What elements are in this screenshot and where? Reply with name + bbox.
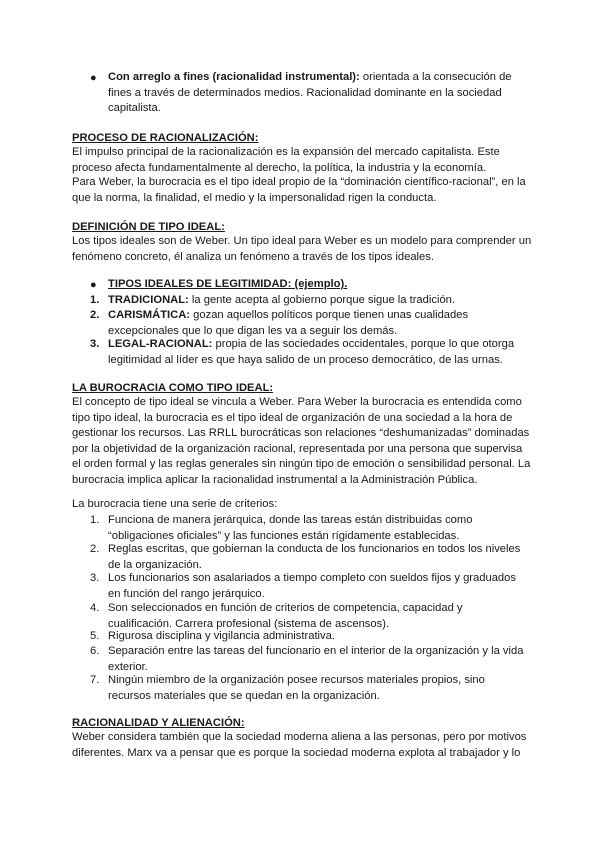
paragraph: El concepto de tipo ideal se vincula a Weber. Para Weber la burocracia es entendida como tipo tipo ideal, la burocracia es el tipo ideal de organización de una sociedad a la hora de gestionar los recursos. Las RRLL burocráticas son relaciones “deshumanizadas” dominadas por la objetividad de la organización racional, representada por una persona que supervisa el orden formal y las reglas generales sin ningún tipo de emoción o sensibilidad personal. La burocracia implica aplicar la racionalidad instrumental a la Administración Pública.	[72, 396, 531, 486]
section-heading-burocracia: LA BUROCRACIA COMO TIPO IDEAL:	[72, 382, 274, 394]
bullet-dot: ●	[90, 279, 97, 291]
list-number: 3.	[90, 338, 100, 350]
bullet-dot: ●	[90, 72, 97, 84]
list-number: 4.	[90, 602, 100, 614]
legitimacy-type-item: CARISMÁTICA: gozan aquellos políticos porque tienen unas cualidades excepcionales que lo que digan les va a seguir los demás.	[108, 309, 469, 337]
intro-bullet-text: orientada a la consecución de fines a través de determinados medios. Racionalidad dominante en la sociedad capitalista.	[108, 71, 512, 114]
criteria-item: Ningún miembro de la organización posee recursos materiales propios, sino recursos materiales que se quedan en la organización.	[108, 674, 485, 702]
list-number: 1.	[90, 294, 100, 306]
section-heading-tipo-ideal: DEFINICIÓN DE TIPO IDEAL:	[72, 221, 225, 233]
paragraph: El impulso principal de la racionalización es la expansión del mercado capitalista. Este proceso afecta fundamentalmente al derecho, la política, la industria y la economía.	[72, 146, 500, 174]
sub-bullet-heading: TIPOS IDEALES DE LEGITIMIDAD: (ejemplo).	[108, 278, 348, 290]
criteria-item: Los funcionarios son asalariados a tiempo completo con sueldos fijos y graduados en función del rango jerárquico.	[108, 572, 516, 600]
list-number: 7.	[90, 674, 100, 686]
paragraph: Los tipos ideales son de Weber. Un tipo ideal para Weber es un modelo para comprender un fenómeno concreto, él analiza un fenómeno a través de los tipos ideales.	[72, 235, 532, 263]
legitimacy-type-item: LEGAL-RACIONAL: propia de las sociedades occidentales, porque lo que otorga legitimidad al líder es que haya salido de un proceso democrático, de las urnas.	[108, 338, 515, 366]
list-number: 6.	[90, 645, 100, 657]
intro-bullet-item	[108, 70, 528, 117]
section-heading-alienacion: RACIONALIDAD Y ALIENACIÓN:	[72, 717, 245, 729]
list-number: 2.	[90, 309, 100, 321]
paragraph: Weber considera también que la sociedad moderna aliena a las personas, pero por motivos diferentes. Marx va a pensar que es porque la sociedad moderna explota al trabajador y lo	[72, 731, 527, 759]
paragraph: Para Weber, la burocracia es el tipo ideal propio de la “dominación científico-racional”, en la que la norma, la finalidad, el medio y la impersonalidad rigen la conducta.	[72, 176, 526, 204]
criteria-item: Rigurosa disciplina y vigilancia administrativa.	[108, 630, 335, 642]
list-number: 3.	[90, 572, 100, 584]
paragraph: La burocracia tiene una serie de criterios:	[72, 498, 278, 510]
criteria-item: Son seleccionados en función de criterios de competencia, capacidad y cualificación. Carrera profesional (sistema de ascensos).	[108, 602, 463, 630]
criteria-item: Reglas escritas, que gobiernan la conducta de los funcionarios en todos los niveles de la organización.	[108, 543, 521, 571]
list-number: 5.	[90, 630, 100, 642]
criteria-item: Funciona de manera jerárquica, donde las tareas están distribuidas como “obligaciones oficiales” y las funciones están rígidamente establecidas.	[108, 514, 473, 542]
criteria-item: Separación entre las tareas del funcionario en el interior de la organización y la vida exterior.	[108, 645, 524, 673]
list-number: 2.	[90, 543, 100, 555]
intro-bullet-term: Con arreglo a fines (racionalidad instrumental):	[108, 71, 360, 83]
legitimacy-type-item: TRADICIONAL: la gente acepta al gobierno porque sigue la tradición.	[108, 294, 455, 306]
list-number: 1.	[90, 514, 100, 526]
section-heading-racionalizacion: PROCESO DE RACIONALIZACIÓN:	[72, 132, 259, 144]
